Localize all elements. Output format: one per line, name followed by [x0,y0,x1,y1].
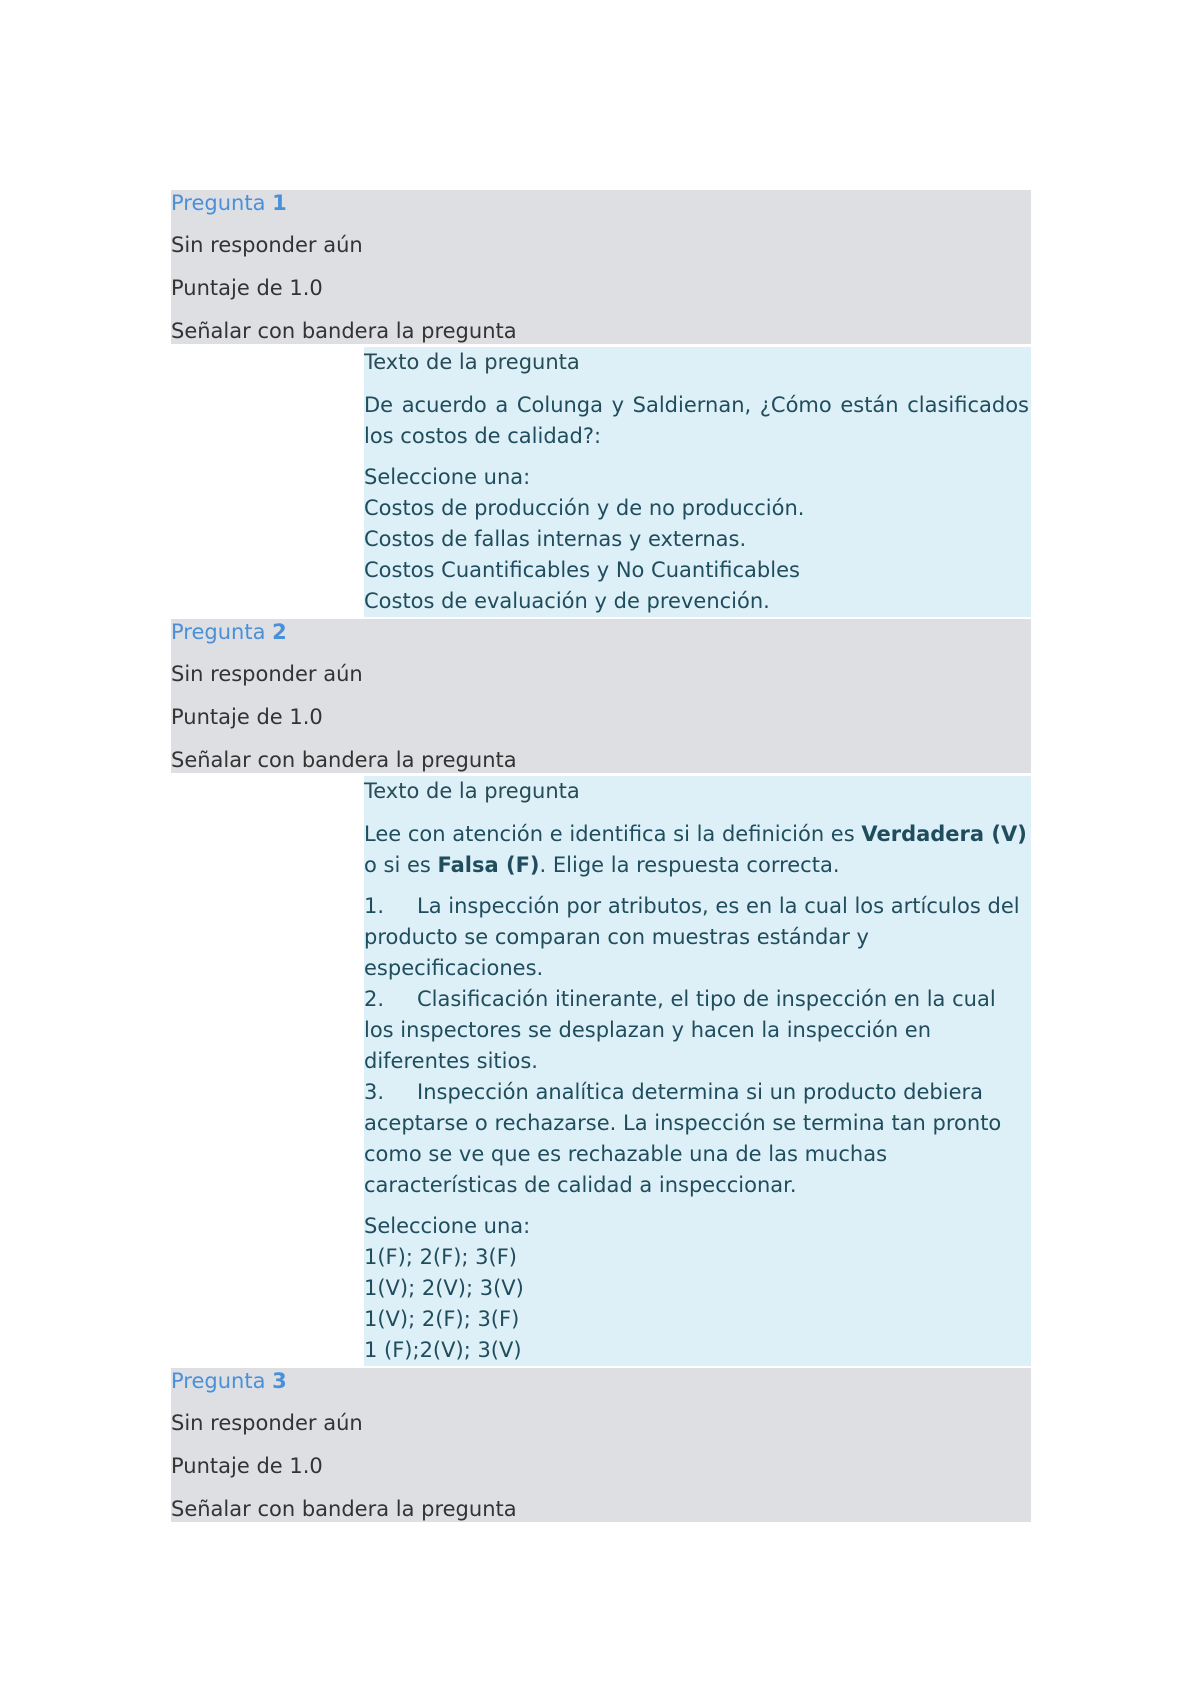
question-score: Puntaje de 1.0 [171,276,323,300]
flag-question-link[interactable]: Señalar con bandera la pregunta [171,319,517,343]
question-status: Sin responder aún [171,1411,363,1435]
answer-option[interactable]: 1(V); 2(V); 3(V) [364,1276,524,1300]
question-number: 1 [272,191,287,215]
statement-item [364,1077,1029,1201]
question-content-1 [364,347,1031,617]
select-one-label: Seleccione una: [364,465,531,489]
statement-item [364,891,1029,984]
question-title [171,619,1031,645]
question-info-2 [171,619,1031,773]
answer-option[interactable]: Costos de fallas internas y externas. [364,527,747,551]
statement-text: La inspección por atributos, es en la cual los artículos del producto se comparan con muestras estándar y especificaciones. [364,894,1020,980]
question-text-heading: Texto de la pregunta [364,779,580,803]
question-title [171,190,1031,216]
statement-number: 1. [364,894,385,918]
prompt-text: o si es [364,853,438,877]
question-score: Puntaje de 1.0 [171,705,323,729]
question-status: Sin responder aún [171,662,363,686]
question-info-1 [171,190,1031,344]
question-title [171,1368,1031,1394]
prompt-text: Lee con atención e identifica si la definición es [364,822,862,846]
prompt-false-term: Falsa (F) [437,853,540,877]
question-score: Puntaje de 1.0 [171,1454,323,1478]
answer-option[interactable]: 1 (F);2(V); 3(V) [364,1338,522,1362]
question-text-heading: Texto de la pregunta [364,350,580,374]
statement-text: Clasificación itinerante, el tipo de inspección en la cual los inspectores se desplazan y hacen la inspección en diferentes sitios. [364,987,996,1073]
question-title-prefix: Pregunta [171,620,266,644]
question-status: Sin responder aún [171,233,363,257]
quiz-document [171,190,1031,1525]
prompt-true-term: Verdadera (V) [861,822,1027,846]
question-number: 2 [272,620,287,644]
answer-option[interactable]: 1(V); 2(F); 3(F) [364,1307,520,1331]
flag-question-link[interactable]: Señalar con bandera la pregunta [171,1497,517,1521]
statement-text: Inspección analítica determina si un producto debiera aceptarse o rechazarse. La inspección se termina tan pronto como se ve que es rechazable una de las muchas características de calidad a inspeccionar. [364,1080,1002,1197]
question-title-prefix: Pregunta [171,1369,266,1393]
answer-option[interactable]: Costos de evaluación y de prevención. [364,589,770,613]
answer-option[interactable]: Costos Cuantificables y No Cuantificables [364,558,800,582]
select-one-label: Seleccione una: [364,1214,531,1238]
answer-option[interactable]: Costos de producción y de no producción. [364,496,805,520]
answer-option[interactable]: 1(F); 2(F); 3(F) [364,1245,517,1269]
question-content-2 [364,776,1031,1366]
prompt-text: . Elige la respuesta correcta. [539,853,840,877]
question-prompt [364,819,1029,881]
statement-number: 2. [364,987,385,1011]
statement-list [364,891,1029,1201]
flag-question-link[interactable]: Señalar con bandera la pregunta [171,748,517,772]
statement-number: 3. [364,1080,385,1104]
question-title-prefix: Pregunta [171,191,266,215]
statement-item [364,984,1029,1077]
question-info-3 [171,1368,1031,1522]
question-prompt: De acuerdo a Colunga y Saldiernan, ¿Cómo están clasificados los costos de calidad?: [364,393,1029,448]
question-number: 3 [272,1369,287,1393]
